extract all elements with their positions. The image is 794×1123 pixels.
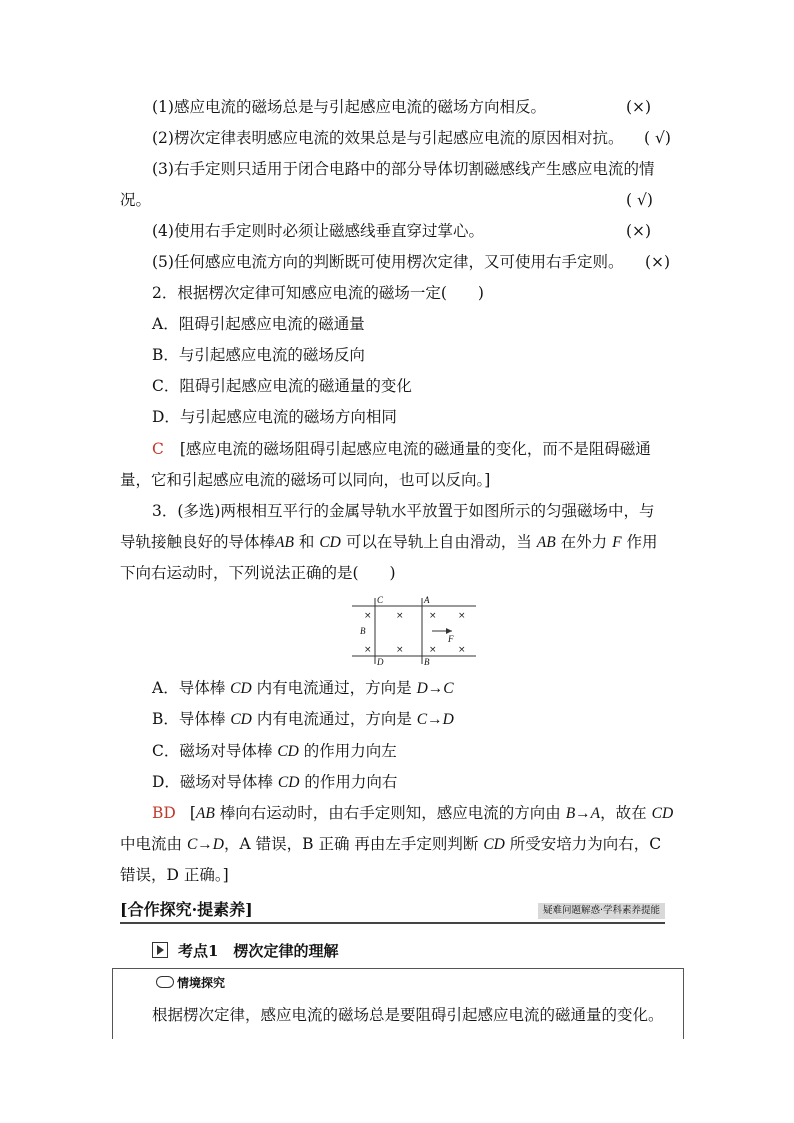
- scenario-label: 情境探究: [156, 974, 225, 992]
- q2-explanation-2: 量，它和引起感应电流的磁场可以同向，也可以反向。]: [120, 471, 491, 489]
- q3-explanation-3: 错误，D 正确。]: [120, 866, 229, 884]
- q3-stem-2: 导轨接触良好的导体棒AB 和 CD 可以在导轨上自由滑动，当 AB 在外力 F 作用: [120, 533, 658, 551]
- q2-answer-line: [152, 438, 651, 460]
- label-b-left: B: [360, 626, 366, 636]
- judgment-3: (3)右手定则只适用于闭合电路中的部分导体切割磁感线产生感应电流的情: [152, 160, 655, 178]
- var-cd: CD: [319, 534, 341, 551]
- judgment-2: (2)楞次定律表明感应电流的效果总是与引起感应电流的原因相对抗。: [152, 129, 624, 147]
- cross: ×: [364, 645, 372, 655]
- judgment-5-mark: (×): [645, 253, 671, 271]
- cross: ×: [396, 645, 404, 655]
- q2-option-d: D．与引起感应电流的磁场方向相同: [152, 408, 397, 426]
- q3-explanation-1: BD [AB 棒向右运动时，由右手定则知，感应电流的方向由 B→A，故在 CD: [152, 804, 674, 822]
- judgment-2-mark: ( √): [644, 129, 671, 147]
- q3-explanation-2: 中电流由 C→D，A 错误，B 正确 再由左手定则判断 CD 所受安培力为向右，C: [120, 835, 662, 853]
- q2-option-b: B．与引起感应电流的磁场反向: [152, 346, 365, 364]
- rail-figure: [352, 594, 476, 668]
- section-header: [120, 898, 665, 924]
- section-title: [合作探究·提素养]: [120, 900, 253, 919]
- play-triangle-icon: [152, 942, 168, 958]
- kaodian-label: 考点1 楞次定律的理解: [178, 942, 339, 960]
- section-tag: 疑难问题解惑·学科素养提能: [538, 903, 665, 919]
- q3-option-c: C．磁场对导体棒 CD 的作用力向左: [152, 742, 397, 760]
- kaodian-heading: [152, 940, 338, 962]
- q3-answer: BD: [152, 804, 176, 822]
- scenario-icon: [156, 976, 174, 988]
- judgment-1-mark: (×): [626, 98, 652, 116]
- judgment-1: (1)感应电流的磁场总是与引起感应电流的磁场方向相反。: [152, 98, 546, 116]
- q2-answer: C: [152, 440, 164, 458]
- cross: ×: [396, 611, 404, 621]
- q3-option-a: A．导体棒 CD 内有电流通过，方向是 D→C: [152, 679, 454, 697]
- judgment-4-mark: (×): [626, 222, 652, 240]
- q2-option-c: C．阻碍引起感应电流的磁通量的变化: [152, 377, 412, 395]
- judgment-5: (5)任何感应电流方向的判断既可使用楞次定律，又可使用右手定则。: [152, 253, 624, 271]
- var-ab: AB: [536, 534, 556, 551]
- label-f: F: [448, 634, 454, 644]
- scenario-text: 根据楞次定律，感应电流的磁场总是要阻碍引起感应电流的磁通量的变化。: [152, 1006, 664, 1024]
- judgment-4: (4)使用右手定则时必须让磁感线垂直穿过掌心。: [152, 222, 484, 240]
- var-f: F: [612, 534, 622, 551]
- var-ab: AB: [275, 534, 294, 551]
- cross: ×: [458, 611, 466, 621]
- label-b-bottom: B: [424, 657, 430, 667]
- judgment-3-mark: ( √): [626, 191, 653, 209]
- q3-option-d: D．磁场对导体棒 CD 的作用力向右: [152, 773, 398, 791]
- q2-stem: 2．根据楞次定律可知感应电流的磁场一定( ): [152, 284, 484, 302]
- q3-option-b: B．导体棒 CD 内有电流通过，方向是 C→D: [152, 710, 454, 728]
- q3-stem-3: 下向右运动时，下列说法正确的是( ): [120, 564, 396, 582]
- label-a: A: [424, 595, 430, 605]
- q2-option-a: A．阻碍引起感应电流的磁通量: [152, 315, 365, 333]
- cross: ×: [364, 611, 372, 621]
- cross: ×: [429, 645, 437, 655]
- q2-explanation-1: [感应电流的磁场阻碍引起感应电流的磁通量的变化，而不是阻碍磁通: [179, 440, 651, 458]
- label-d: D: [377, 657, 384, 667]
- label-c: C: [377, 595, 384, 605]
- cross: ×: [429, 611, 437, 621]
- judgment-3-cont: 况。: [120, 191, 152, 209]
- cross: ×: [458, 645, 466, 655]
- q3-stem-1: 3．(多选)两根相互平行的金属导轨水平放置于如图所示的匀强磁场中，与: [152, 502, 655, 520]
